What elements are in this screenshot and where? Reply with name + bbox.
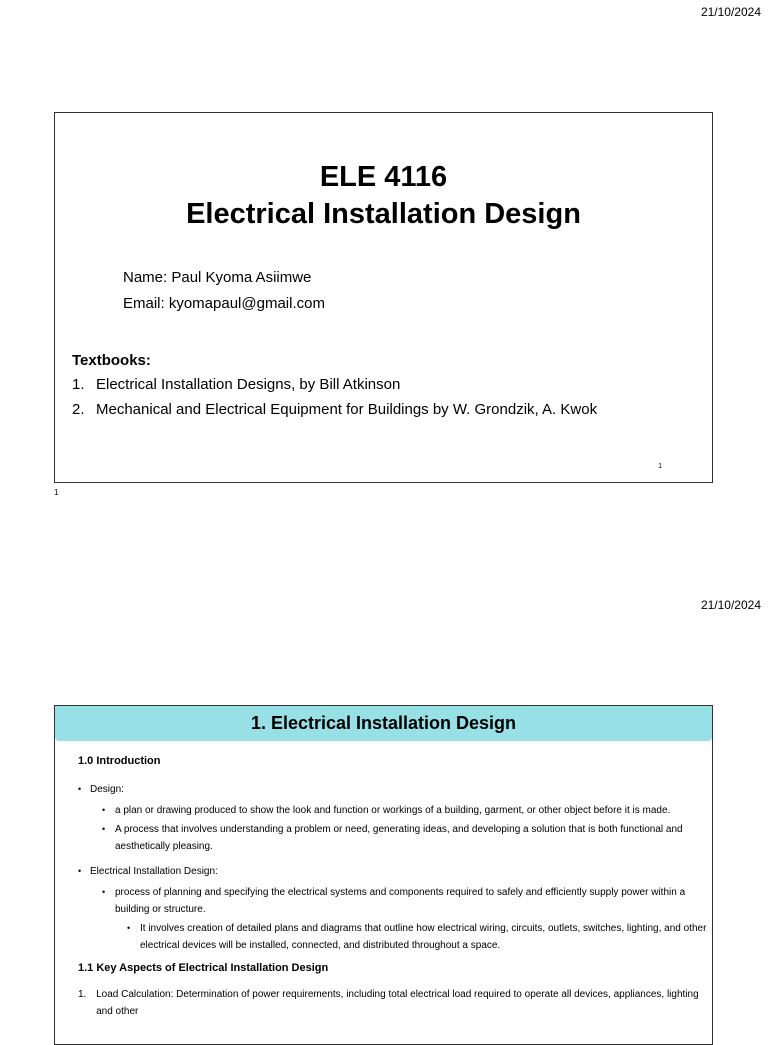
content-slide xyxy=(54,705,713,1045)
course-code: ELE 4116 xyxy=(319,161,448,193)
instructor-contact xyxy=(123,265,325,317)
item-number: 1. xyxy=(78,989,87,1000)
bullet-item: • Design: xyxy=(78,781,712,798)
course-title xyxy=(55,159,712,233)
textbook-item xyxy=(72,397,597,422)
sub-bullet-item: • process of planning and specifying the electrical systems and components required to safely and efficiently supply power within a building or structure. xyxy=(78,884,712,918)
sub-bullet-item: • A process that involves understanding a problem or need, generating ideas, and developing a solution that is both functional and aesthetically pleasing. xyxy=(78,821,712,855)
sub-bullet-item: • a plan or drawing produced to show the look and function or workings of a building, garment, or other object before it is made. xyxy=(78,802,712,819)
title-slide xyxy=(54,112,713,483)
page-number: 1 xyxy=(54,488,59,497)
textbooks xyxy=(72,350,597,422)
slide-header: 1. Electrical Installation Design xyxy=(55,706,712,741)
design-block xyxy=(78,781,712,855)
instructor-email: Email: kyomapaul@gmail.com xyxy=(123,295,325,312)
item-text: Load Calculation: Determination of power requirements, including total electrical load required to operate all devices, appliances, lighting and other xyxy=(96,989,699,1017)
textbooks-heading: Textbooks: xyxy=(72,352,151,369)
page-date: 21/10/2024 xyxy=(700,5,761,19)
textbook-number: 1. xyxy=(72,376,85,393)
eid-block xyxy=(78,863,712,954)
section-heading: 1.1 Key Aspects of Electrical Installation Design xyxy=(78,962,329,974)
course-name: Electrical Installation Design xyxy=(186,198,581,230)
textbook-item xyxy=(72,372,597,397)
sub-sub-bullet-item: • It involves creation of detailed plans and diagrams that outline how electrical wiring, circuits, outlets, switches, lighting, and other electrical devices will be installed, connected, and distributed throughout a space. xyxy=(78,920,712,954)
textbook-title: Electrical Installation Designs, by Bill Atkinson xyxy=(96,376,401,393)
numbered-item xyxy=(78,986,712,1020)
slide-body xyxy=(55,741,712,1020)
bullet-item: • Electrical Installation Design: xyxy=(78,863,712,880)
slide-number: 1 xyxy=(658,463,662,470)
textbook-number: 2. xyxy=(72,401,85,418)
textbook-title: Mechanical and Electrical Equipment for Buildings by W. Grondzik, A. Kwok xyxy=(96,401,598,418)
page-date: 21/10/2024 xyxy=(700,598,761,612)
instructor-name: Name: Paul Kyoma Asiimwe xyxy=(123,269,312,286)
section-heading: 1.0 Introduction xyxy=(78,755,161,767)
